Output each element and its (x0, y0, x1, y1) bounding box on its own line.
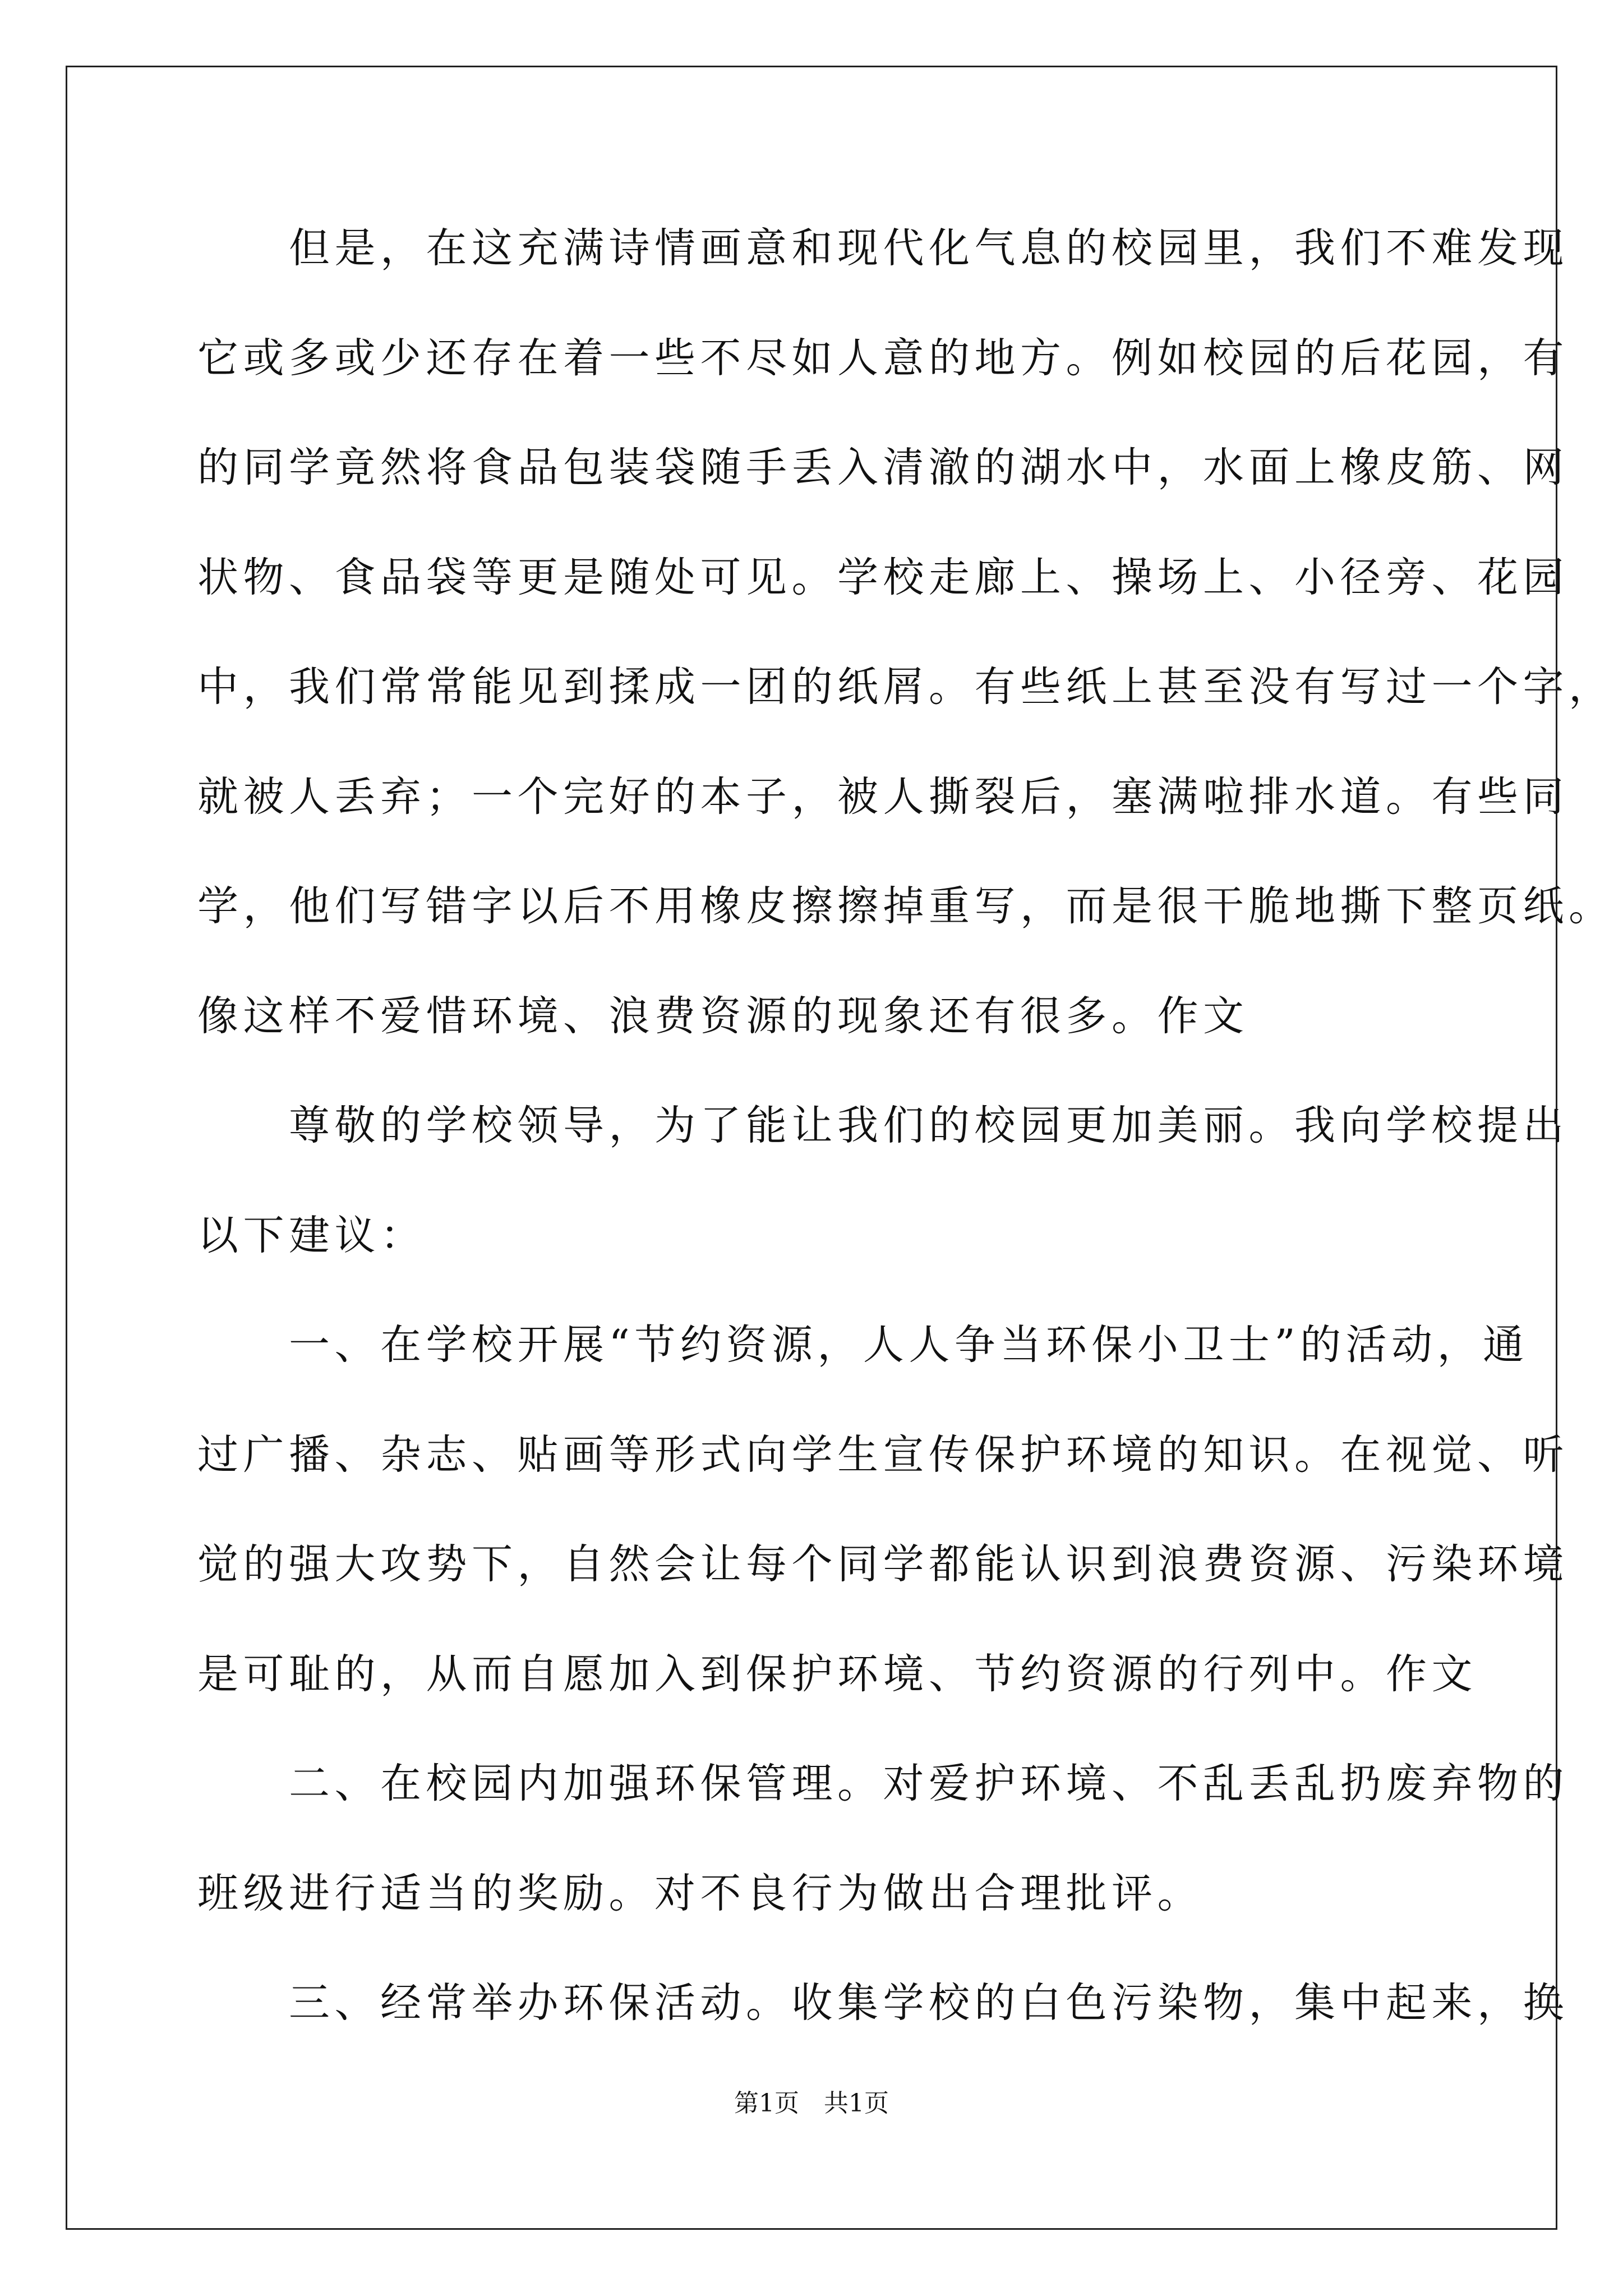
text-line: 中，我们常常能见到揉成一团的纸屑。有些纸上甚至没有写过一个字， (197, 663, 1615, 711)
text-line: 是可耻的，从而自愿加入到保护环境、节约资源的行列中。作文 (197, 1650, 1477, 1698)
text-line: 以下建议： (197, 1212, 426, 1259)
text-line: 但是，在这充满诗情画意和现代化气息的校园里，我们不难发现 (197, 224, 1569, 272)
text-line: 像这样不爱惜环境、浪费资源的现象还有很多。作文 (197, 992, 1249, 1040)
text-line: 过广播、杂志、贴画等形式向学生宣传保护环境的知识。在视觉、听 (197, 1431, 1569, 1479)
text-line: 二、在校园内加强环保管理。对爱护环境、不乱丢乱扔废弃物的 (197, 1760, 1569, 1807)
text-line: 它或多或少还存在着一些不尽如人意的地方。例如校园的后花园，有 (197, 334, 1569, 382)
text-line: 班级进行适当的奖励。对不良行为做出合理批评。 (197, 1870, 1203, 1917)
text-line: 一、在学校开展“节约资源，人人争当环保小卫士”的活动，通 (197, 1321, 1529, 1369)
text-line: 三、经常举办环保活动。收集学校的白色污染物，集中起来，换 (197, 1979, 1569, 2027)
text-line: 学，他们写错字以后不用橡皮擦擦掉重写，而是很干脆地撕下整页纸。 (197, 882, 1615, 930)
page-number-footer: 第1页 共1页 (734, 2089, 889, 2118)
text-line: 就被人丢弃；一个完好的本子，被人撕裂后，塞满啦排水道。有些同 (197, 773, 1569, 821)
text-line: 尊敬的学校领导，为了能让我们的校园更加美丽。我向学校提出 (197, 1102, 1569, 1149)
text-line: 觉的强大攻势下，自然会让每个同学都能认识到浪费资源、污染环境 (197, 1540, 1569, 1588)
text-line: 的同学竟然将食品包装袋随手丢入清澈的湖水中，水面上橡皮筋、网 (197, 444, 1569, 491)
text-line: 状物、食品袋等更是随处可见。学校走廊上、操场上、小径旁、花园 (197, 554, 1569, 601)
